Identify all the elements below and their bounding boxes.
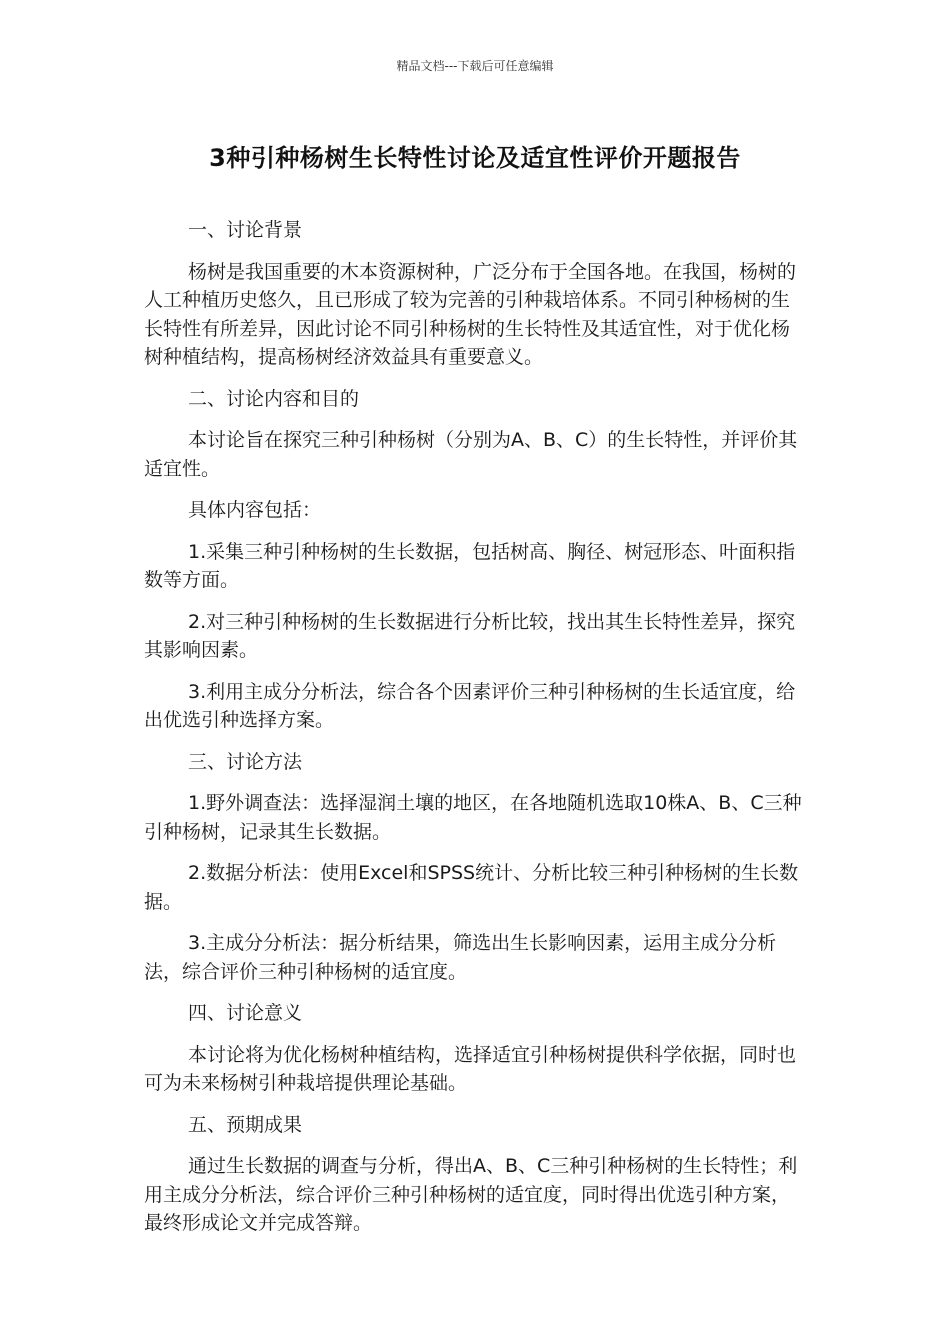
paragraph-significance: 本讨论将为优化杨树种植结构，选择适宜引种杨树提供科学依据，同时也可为未来杨树引种栽培提供理论基础。 <box>144 1043 797 1094</box>
document-title: 3种引种杨树生长特性讨论及适宜性评价开题报告 <box>209 144 741 172</box>
method-item-1: 1.野外调查法：选择湿润土壤的地区，在各地随机选取10株A、B、C三种引种杨树，记录其生长数据。 <box>144 792 802 843</box>
section-heading-background: 一、讨论背景 <box>188 219 303 241</box>
method-item-2: 2.数据分析法：使用Excel和SPSS统计、分析比较三种引种杨树的生长数据。 <box>144 862 799 913</box>
content-item-3: 3.利用主成分分析法，综合各个因素评价三种引种杨树的生长适宜度，给出优选引种选择方案。 <box>144 680 796 731</box>
content-item-2: 2.对三种引种杨树的生长数据进行分析比较，找出其生长特性差异，探究其影响因素。 <box>144 610 796 661</box>
section-heading-significance: 四、讨论意义 <box>188 1002 303 1024</box>
paragraph-content-intro: 具体内容包括： <box>188 499 322 521</box>
section-heading-content: 二、讨论内容和目的 <box>188 387 360 410</box>
document-body <box>144 216 804 1251</box>
method-item-3: 3.主成分分析法：据分析结果，筛选出生长影响因素，运用主成分分析法，综合评价三种引种杨树的适宜度。 <box>144 932 777 983</box>
paragraph-background: 杨树是我国重要的木本资源树种，广泛分布于全国各地。在我国，杨树的人工种植历史悠久，且已形成了较为完善的引种栽培体系。不同引种杨树的生长特性有所差异，因此讨论不同引种杨树的生长特性及其适宜性，对于优化杨树种植结构，提高杨树经济效益具有重要意义。 <box>144 260 797 368</box>
section-heading-methods: 三、讨论方法 <box>188 750 303 773</box>
paragraph-outcomes: 通过生长数据的调查与分析，得出A、B、C三种引种杨树的生长特性；利用主成分分析法，综合评价三种引种杨树的适宜度，同时得出优选引种方案，最终形成论文并完成答辩。 <box>144 1155 798 1234</box>
header-note: 精品文档---下载后可任意编辑 <box>396 59 554 73</box>
paragraph-purpose: 本讨论旨在探究三种引种杨树（分别为A、B、C）的生长特性，并评价其适宜性。 <box>144 429 798 480</box>
section-heading-outcomes: 五、预期成果 <box>188 1113 303 1136</box>
content-item-1: 1.采集三种引种杨树的生长数据，包括树高、胸径、树冠形态、叶面积指数等方面。 <box>144 540 796 591</box>
